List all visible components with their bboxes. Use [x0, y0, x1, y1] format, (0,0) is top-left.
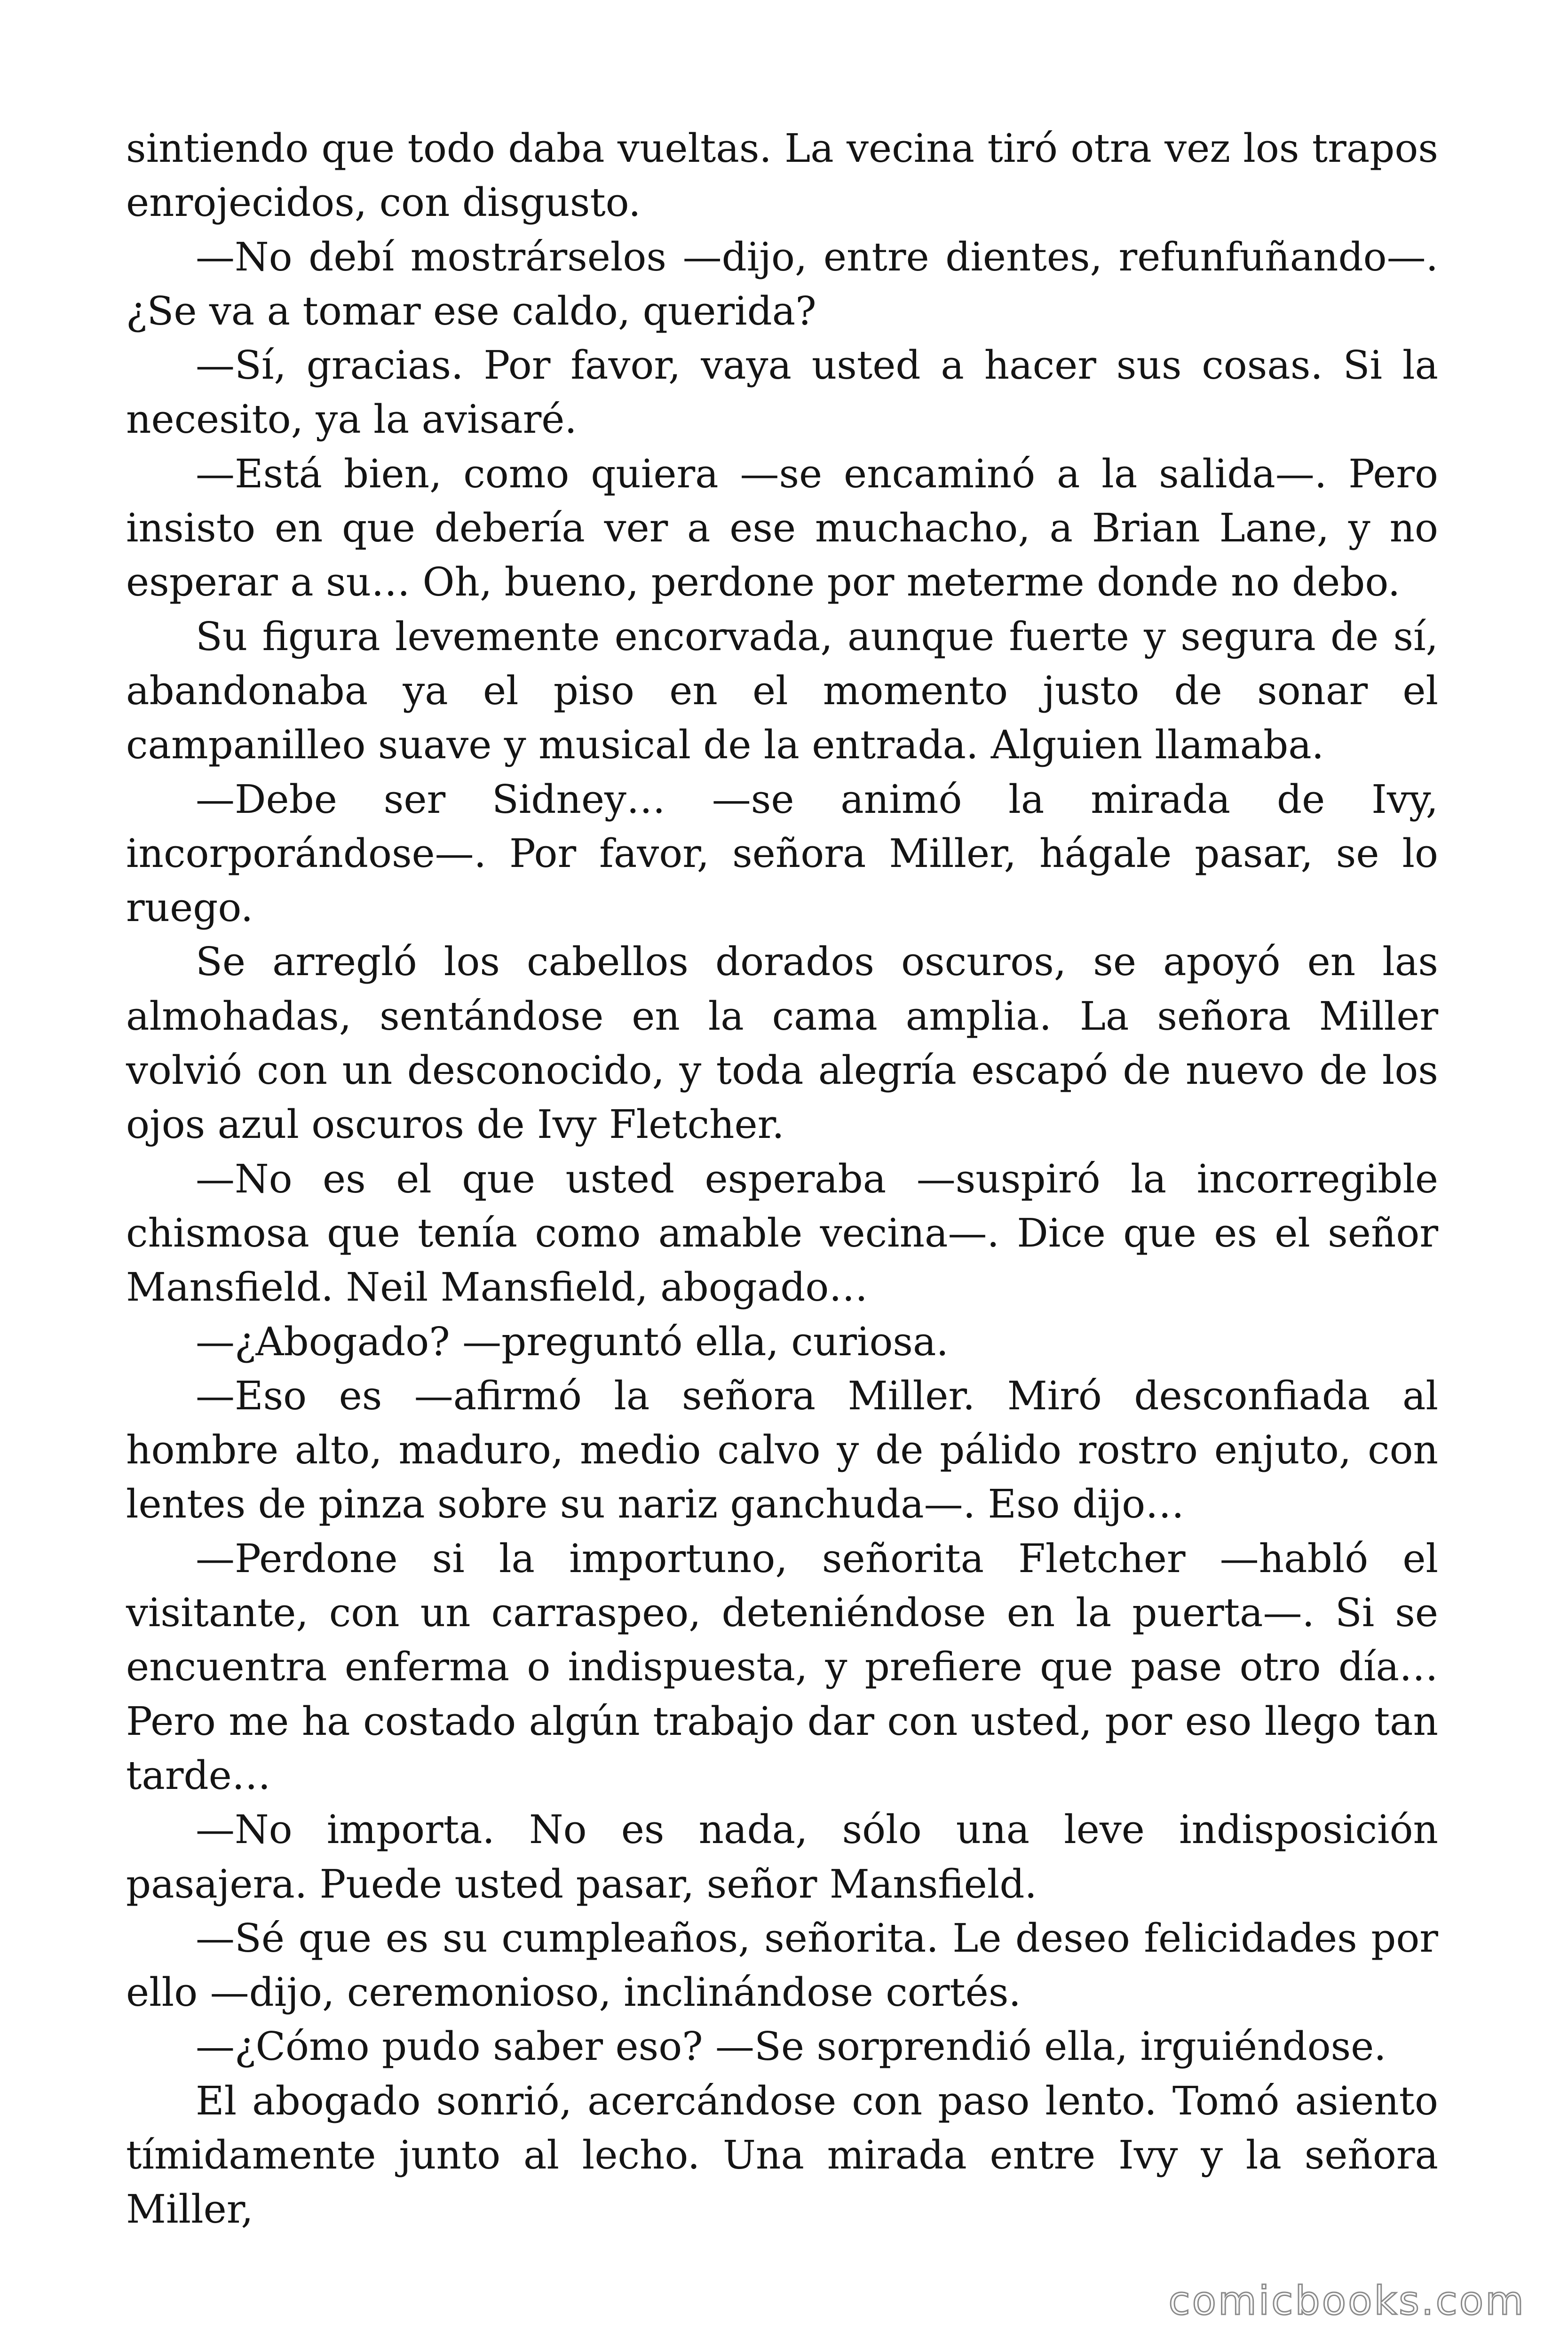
paragraph: sintiendo que todo daba vueltas. La vecina tiró otra vez los trapos enrojecidos, con disgusto. — [126, 126, 1438, 226]
paragraph: —No debí mostrárselos —dijo, entre dientes, refunfuñando—. ¿Se va a tomar ese caldo, querida? — [126, 234, 1438, 334]
paragraph: Se arregló los cabellos dorados oscuros, se apoyó en las almohadas, sentándose en la cama amplia. La señora Miller volvió con un desconocido, y toda alegría escapó de nuevo de los ojos azul oscuros de Ivy Fletcher. — [126, 939, 1438, 1148]
paragraph: —¿Cómo pudo saber eso? —Se sorprendió ella, irguiéndose. — [196, 2024, 1386, 2070]
paragraph: El abogado sonrió, acercándose con paso lento. Tomó asiento tímidamente junto al lecho. Una mirada entre Ivy y la señora Miller, — [126, 2078, 1438, 2233]
paragraph: —No es el que usted esperaba —suspiró la incorregible chismosa que tenía como amable vecina—. Dice que es el señor Mansfield. Neil Mansfield, abogado… — [126, 1156, 1438, 1311]
body-text — [126, 121, 1438, 2237]
paragraph: —Está bien, como quiera —se encaminó a la salida—. Pero insisto en que debería ver a ese muchacho, a Brian Lane, y no esperar a su… Oh, bueno, perdone por meterme donde no debo. — [126, 451, 1438, 605]
paragraph: —Debe ser Sidney… —se animó la mirada de Ivy, incorporándose—. Por favor, señora Miller, hágale pasar, se lo ruego. — [126, 776, 1438, 931]
paragraph: Su figura levemente encorvada, aunque fuerte y segura de sí, abandonaba ya el piso en el momento justo de sonar el campanilleo suave y musical de la entrada. Alguien llamaba. — [126, 613, 1438, 768]
paragraph: —Sé que es su cumpleaños, señorita. Le deseo felicidades por ello —dijo, ceremonioso, inclinándose cortés. — [126, 1915, 1438, 2016]
paragraph: —Sí, gracias. Por favor, vaya usted a hacer sus cosas. Si la necesito, ya la avisaré. — [126, 342, 1438, 443]
paragraph: —Perdone si la importuno, señorita Fletcher —habló el visitante, con un carraspeo, deteniéndose en la puerta—. Si se encuentra enferma o indispuesta, y prefiere que pase otro día… Pero me ha costado algún trabajo dar con usted, por eso llego tan tarde… — [126, 1535, 1438, 1798]
paragraph: —Eso es —afirmó la señora Miller. Miró desconfiada al hombre alto, maduro, medio calvo y de pálido rostro enjuto, con lentes de pinza sobre su nariz ganchuda—. Eso dijo… — [126, 1373, 1438, 1527]
paragraph: —¿Abogado? —preguntó ella, curiosa. — [196, 1319, 949, 1365]
paragraph: —No importa. No es nada, sólo una leve indisposición pasajera. Puede usted pasar, señor Mansfield. — [126, 1807, 1438, 1907]
watermark: comicbooks.com — [1168, 2278, 1526, 2324]
